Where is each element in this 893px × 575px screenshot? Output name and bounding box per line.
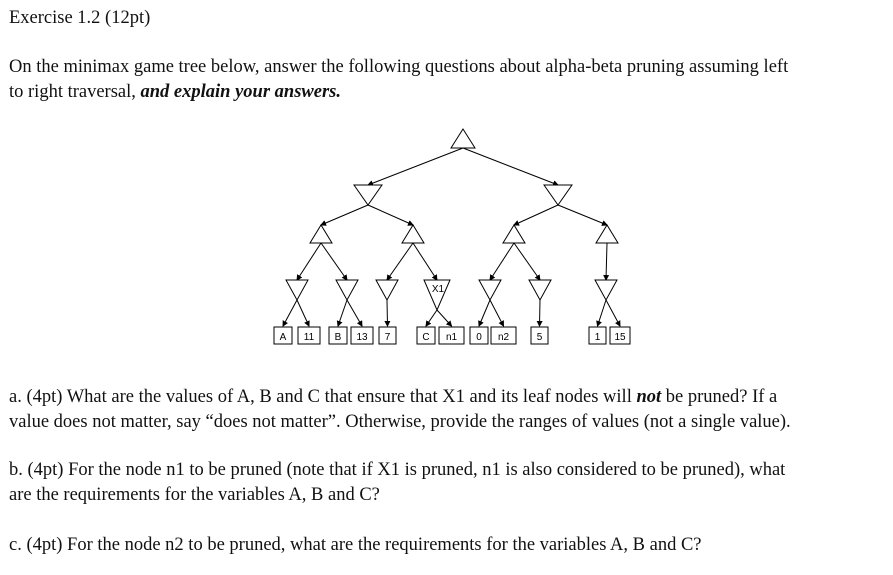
leaf-n2: n2: [497, 332, 510, 343]
leaf-box: [470, 327, 488, 344]
leaf-b: B: [334, 332, 342, 343]
tree-edge: [368, 205, 413, 225]
tree-edge: [437, 310, 452, 326]
tree-edge: [297, 300, 309, 326]
intro-emphasis: and explain your answers.: [140, 82, 341, 102]
leaf-box: [531, 327, 548, 344]
leaf-box: [329, 327, 347, 344]
tree-edge: [413, 243, 437, 280]
tree-edge: [514, 243, 540, 280]
question-a-text-1: a. (4pt) What are the values of A, B and C that ensure that X1 and its leaf nodes will: [9, 387, 637, 407]
question-c-line-1: c. (4pt) For the node n2 to be pruned, what are the requirements for the variables A, B and C?: [9, 535, 702, 555]
question-a-line-1: [9, 385, 777, 409]
root-max-node: [451, 129, 475, 148]
leaf-7: 7: [384, 332, 391, 343]
leaf-row: [274, 327, 630, 344]
tree-edge: [540, 300, 541, 326]
tree-edge: [606, 243, 607, 280]
leaf-15: 15: [614, 332, 626, 343]
tree-edge: [490, 243, 514, 280]
tree-edge: [463, 148, 558, 185]
leaf-box: [610, 327, 630, 344]
leaf-box: [379, 327, 396, 344]
tree-edge: [606, 300, 620, 326]
tree-nodes: [286, 129, 618, 310]
question-a-emphasis: not: [636, 387, 662, 407]
tree-edge: [490, 300, 504, 326]
leaf-box: [439, 327, 464, 344]
x1-label: X1: [431, 284, 445, 295]
tree-edge: [368, 148, 463, 185]
leaf-13: 13: [356, 332, 368, 343]
tree-edge: [514, 205, 558, 225]
min-node-right: [544, 185, 572, 205]
tree-edge: [297, 243, 321, 280]
tree-edge: [321, 243, 347, 280]
max-node-3: [503, 225, 525, 243]
leaf-box: [589, 327, 606, 344]
leaf-box: [274, 327, 292, 344]
question-a-text-2: be pruned? If a: [661, 387, 778, 407]
min-leaf-parent-7: [595, 280, 617, 300]
question-b-line-2: are the requirements for the variables A, B and C?: [9, 485, 380, 505]
leaf-1: 1: [594, 332, 601, 343]
tree-edge: [479, 300, 490, 326]
leaf-box: [417, 327, 435, 344]
leaf-box: [351, 327, 373, 344]
min-leaf-parent-3: [376, 280, 398, 300]
tree-edge: [347, 300, 362, 326]
exercise-title: Exercise 1.2 (12pt): [9, 8, 151, 28]
max-node-2: [402, 225, 424, 243]
tree-edge: [426, 310, 437, 326]
intro-line-1: On the minimax game tree below, answer the following questions about alpha-beta pruning assuming left: [9, 57, 789, 77]
question-a-line-2: value does not matter, say “does not matter”. Otherwise, provide the ranges of values (not a single value).: [9, 412, 791, 432]
leaf-c: C: [422, 332, 430, 343]
leaf-0: 0: [476, 332, 482, 343]
tree-edge: [338, 300, 347, 326]
min-leaf-parent-2: [336, 280, 358, 300]
tree-edge: [387, 243, 413, 280]
leaf-n1: n1: [445, 332, 458, 343]
tree-edge: [558, 205, 607, 225]
question-b-line-1: b. (4pt) For the node n1 to be pruned (note that if X1 is pruned, n1 is also considered to be pruned), what: [9, 460, 786, 480]
tree-edge: [321, 205, 368, 225]
max-node-1: [310, 225, 332, 243]
tree-edge: [598, 300, 607, 326]
leaf-box: [491, 327, 516, 344]
leaf-11: 11: [303, 332, 315, 343]
leaf-box: [298, 327, 320, 344]
tree-edge: [283, 300, 297, 326]
tree-edges: [283, 148, 620, 326]
leaf-a: A: [279, 332, 287, 343]
intro-line-2-text: to right traversal,: [9, 82, 141, 102]
max-node-4: [596, 225, 618, 243]
min-node-left: [354, 185, 382, 205]
leaf-5: 5: [536, 332, 543, 343]
tree-edge: [387, 300, 388, 326]
min-leaf-parent-6: [529, 280, 551, 300]
min-leaf-parent-5: [479, 280, 501, 300]
min-leaf-parent-1: [286, 280, 308, 300]
